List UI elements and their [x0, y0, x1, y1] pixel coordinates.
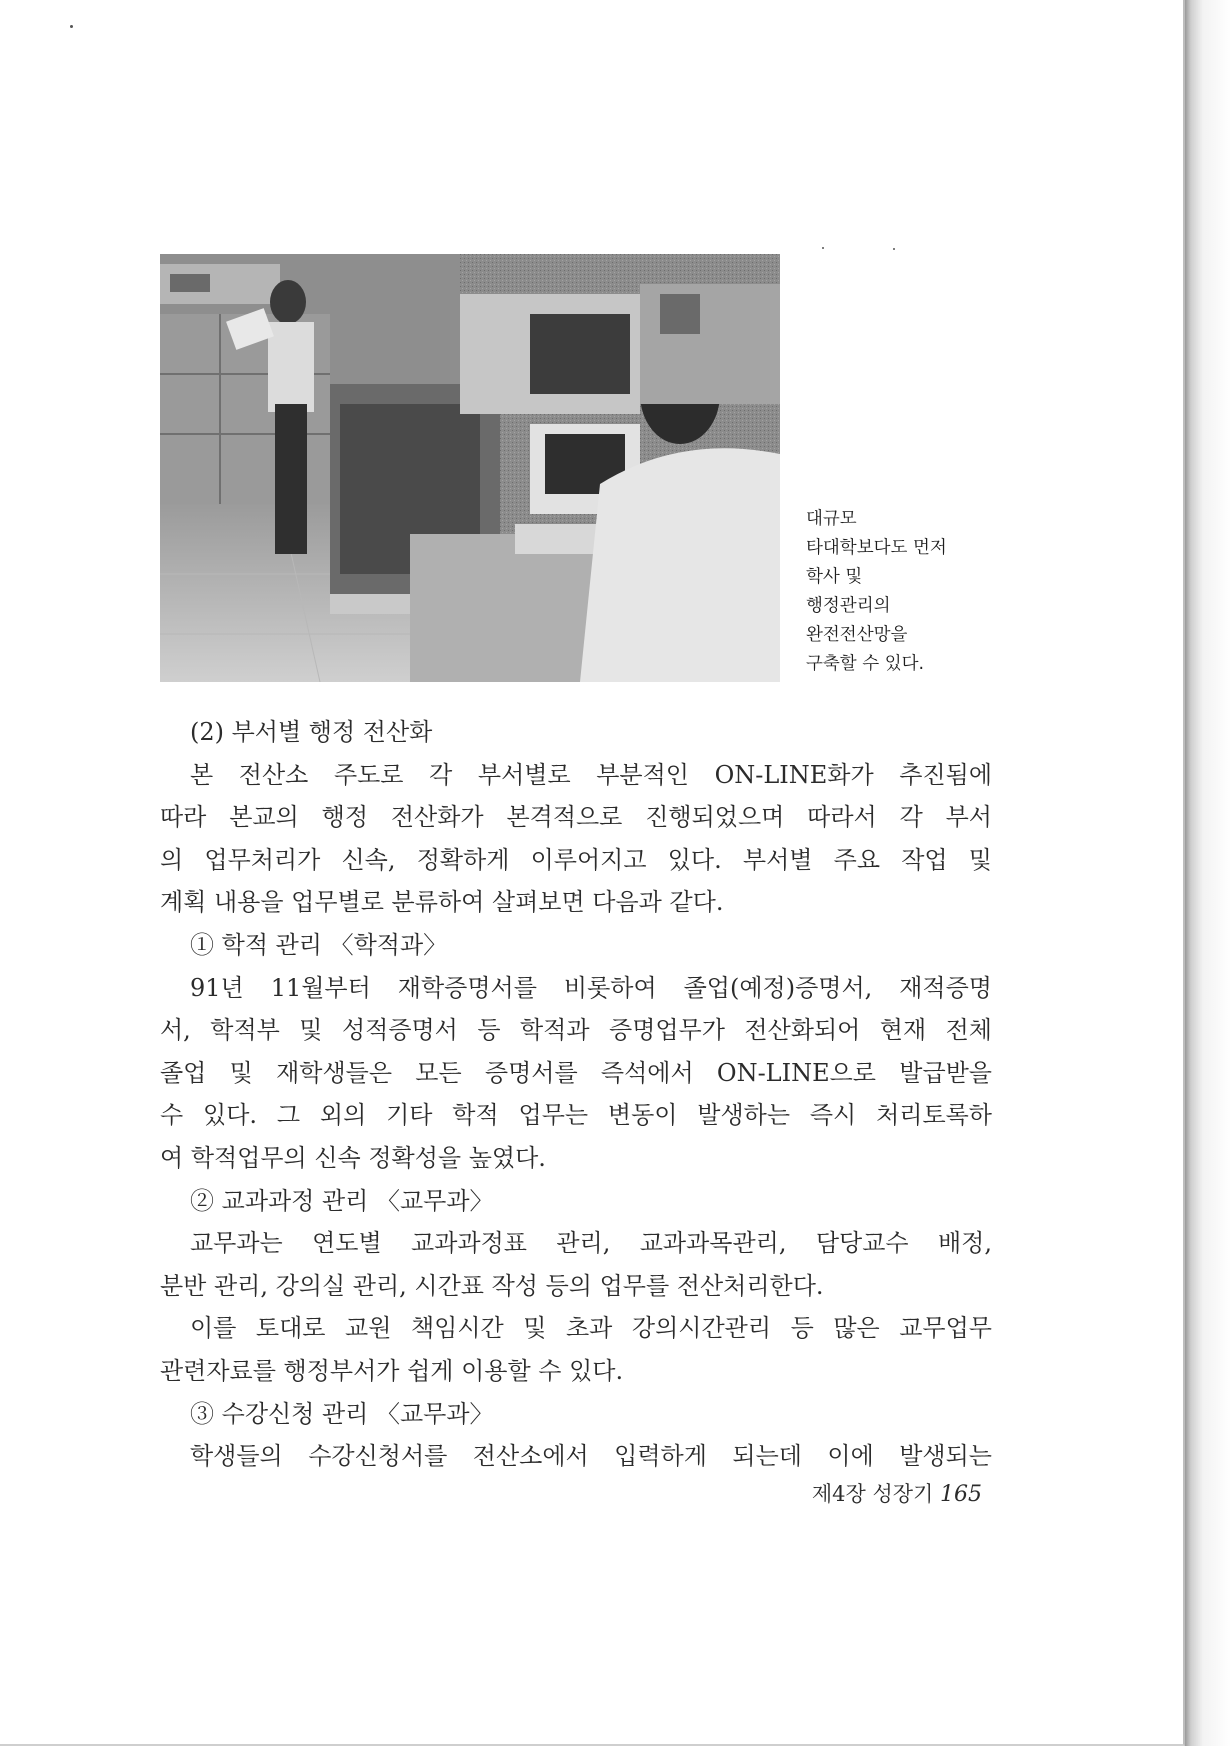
text-line: 계획 내용을 업무별로 분류하여 살펴보면 다음과 같다. — [160, 888, 724, 917]
text-line: 이를 토대로 교원 책임시간 및 초과 강의시간관리 등 많은 교무업무 — [190, 1314, 992, 1343]
text-line: 의 업무처리가 신속, 정확하게 이루어지고 있다. 부서별 주요 작업 및 — [160, 845, 992, 874]
text-line: 여 학적업무의 신속 정확성을 높였다. — [160, 1143, 546, 1172]
computer-room-photo — [160, 254, 780, 682]
caption-line: 완전전산망을 — [806, 625, 908, 645]
page-edge-shadow — [1185, 0, 1231, 1746]
chapter-title: 제4장 성장기 — [811, 1482, 934, 1506]
caption-line: 구축할 수 있다. — [806, 654, 925, 674]
caption-line: 행정관리의 — [806, 596, 891, 616]
text-line: ① 학적 관리 〈학적과〉 — [190, 930, 448, 959]
text-line: 서, 학적부 및 성적증명서 등 학적과 증명업무가 전산화되어 현재 전체 — [160, 1016, 992, 1045]
text-line: ③ 수강신청 관리 〈교무과〉 — [190, 1399, 494, 1428]
text-line: ② 교과과정 관리 〈교무과〉 — [190, 1186, 494, 1215]
text-line: 교무과는 연도별 교과과정표 관리, 교과과목관리, 담당교수 배정, — [190, 1229, 992, 1258]
text-line: 본 전산소 주도로 각 부서별로 부분적인 ON-LINE화가 추진됨에 — [190, 760, 992, 789]
text-line: 91년 11월부터 재학증명서를 비롯하여 졸업(예정)증명서, 재적증명 — [190, 973, 992, 1002]
caption-line: 학사 및 — [806, 567, 863, 587]
photo-computer-room-icon — [160, 254, 780, 682]
text-line: 관련자료를 행정부서가 쉽게 이용할 수 있다. — [160, 1356, 624, 1385]
body-text — [160, 711, 992, 1478]
scan-speck — [822, 247, 824, 249]
text-line: 분반 관리, 강의실 관리, 시간표 작성 등의 업무를 전산처리한다. — [160, 1271, 824, 1300]
photo-caption — [806, 505, 1006, 679]
text-line: (2) 부서별 행정 전산화 — [190, 718, 433, 746]
caption-line: 타대학보다도 먼저 — [806, 538, 947, 558]
text-line: 따라 본교의 행정 전산화가 본격적으로 진행되었으며 따라서 각 부서 — [160, 803, 992, 832]
page-number: 165 — [940, 1482, 982, 1507]
caption-line: 대규모 — [806, 509, 857, 529]
scan-speck — [70, 25, 73, 28]
page-footer — [770, 1478, 982, 1508]
text-line: 졸업 및 재학생들은 모든 증명서를 즉석에서 ON-LINE으로 발급받을 — [160, 1058, 992, 1087]
text-line: 수 있다. 그 외의 기타 학적 업무는 변동이 발생하는 즉시 처리토록하 — [160, 1101, 992, 1130]
scan-speck — [893, 248, 895, 250]
text-line: 학생들의 수강신청서를 전산소에서 입력하게 되는데 이에 발생되는 — [190, 1442, 992, 1471]
